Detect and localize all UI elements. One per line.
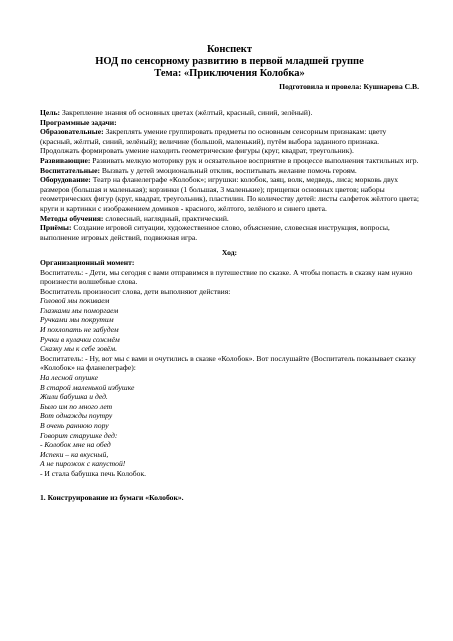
org-heading: Организационный момент: [40, 257, 135, 267]
course-paragraph-1: Воспитатель: - Дети, мы сегодня с вами отправимся в путешествие по сказке. А чтобы попасть в сказку нам нужно произнести волшебные слова. [40, 267, 413, 287]
doc-author: Подготовила и провела: Кушнарева С.В. [279, 82, 419, 91]
methods-label: Методы обучения: [40, 213, 104, 223]
verse2-line: На лесной опушке [40, 373, 99, 383]
goal-paragraph [40, 108, 419, 118]
tech-label: Приёмы: [40, 223, 72, 233]
upb-paragraph [40, 166, 419, 176]
course-paragraph-2: Воспитатель произносит слова, дети выполняют действия: [40, 286, 231, 296]
edu-label: Образовательные: [40, 127, 104, 137]
verse1-line: И похлопать не забудем [40, 325, 119, 335]
verse2-line: Испеки – ка вкусный, [40, 449, 109, 459]
verse2-line: Жили бабушка и дед. [40, 392, 108, 402]
verse1-line: Ручки в кулачки сожмём [40, 334, 120, 344]
equip-paragraph [40, 175, 419, 213]
verse2-line: В старой маленькой избушке [40, 382, 135, 392]
course-paragraph-4: - И стала бабушка печь Колобок. [40, 468, 147, 478]
edu-paragraph [40, 127, 419, 156]
section-1-heading: 1. Конструирование из бумаги «Колобок». [40, 492, 184, 502]
verse2-line: - Колобок мне на обед [40, 440, 111, 450]
verse1-line: Сказку мы к себе зовём. [40, 344, 118, 354]
dev-paragraph [40, 156, 419, 166]
verse2-line: А не пирожок с капустой! [40, 459, 126, 469]
goal-label: Цель: [40, 108, 61, 117]
verse1-line: Глазками мы поморгаем [40, 305, 119, 315]
verse2-line: Говорит старушке дед: [40, 430, 118, 440]
equip-text: Театр на фланелеграфе «Колобок»; игрушки: колобок, заяц, волк, медведь, лиса; морковь двух размеров (большая и маленькая); корзинки (1 большая, 3 маленькие); прищепки основных цветов; наборы геометрических фигур (круг, квадрат, треугольник), пластилин. По количеству детей: листы салфеток жёлтого цвета; круги и картинки с изображением домиков - красного, жёлтого, зелёного и синего цвета. [40, 175, 420, 213]
goal-text: Закрепление знания об основных цветах (жёлтый, красный, синий, зелёный). [60, 108, 313, 117]
upb-text: Вызвать у детей эмоциональный отклик, воспитывать желание помочь героям. [100, 165, 357, 175]
tasks-heading: Программные задачи: [40, 117, 117, 127]
doc-title-line1: Конспект [207, 44, 252, 55]
doc-title-line3: Тема: «Приключения Колобка» [154, 68, 305, 79]
verse2-line: Вот однажды поутру [40, 411, 113, 421]
verse1-line: Ручками мы покрутим [40, 315, 114, 325]
equip-label: Оборудование: [40, 175, 91, 185]
tech-paragraph [40, 223, 419, 242]
methods-paragraph [40, 214, 419, 224]
verse1-line: Головой мы покиваем [40, 296, 110, 306]
upb-label: Воспитательные: [40, 165, 100, 175]
verse2-line: В очень раннюю пору [40, 421, 109, 430]
tech-text: Создание игровой ситуации, художественное слово, объяснение, словесная инструкция, вопросы, выполнение игровых действий, подвижная игра. [40, 223, 390, 242]
dev-label: Развивающие: [40, 155, 91, 165]
dev-text: Развивать мелкую моторику рук и осязательное восприятие в процессе выполнения тактильных игр. [90, 155, 419, 165]
verse2-line: Было им по много лет [40, 401, 113, 411]
doc-title-line2: НОД по сенсорному развитию в первой младшей группе [95, 56, 364, 67]
course-heading: Ход: [221, 248, 238, 258]
course-paragraph-3: Воспитатель: - Ну, вот мы с вами и очутились в сказке «Колобок». Вот послушайте (Воспитатель показывает сказку «Колобок» на фланелеграфе): [40, 353, 416, 373]
edu-text: Закреплять умение группировать предметы по основным сенсорным признакам: цвету (красный, жёлтый, синий, зелёный); величине (большой, маленький), путём выбора заданного признака. Продолжать формировать умение находить геометрические фигуры (круг, квадрат, треугольник). [40, 127, 387, 156]
methods-text: словесный, наглядный, практический. [103, 213, 229, 223]
